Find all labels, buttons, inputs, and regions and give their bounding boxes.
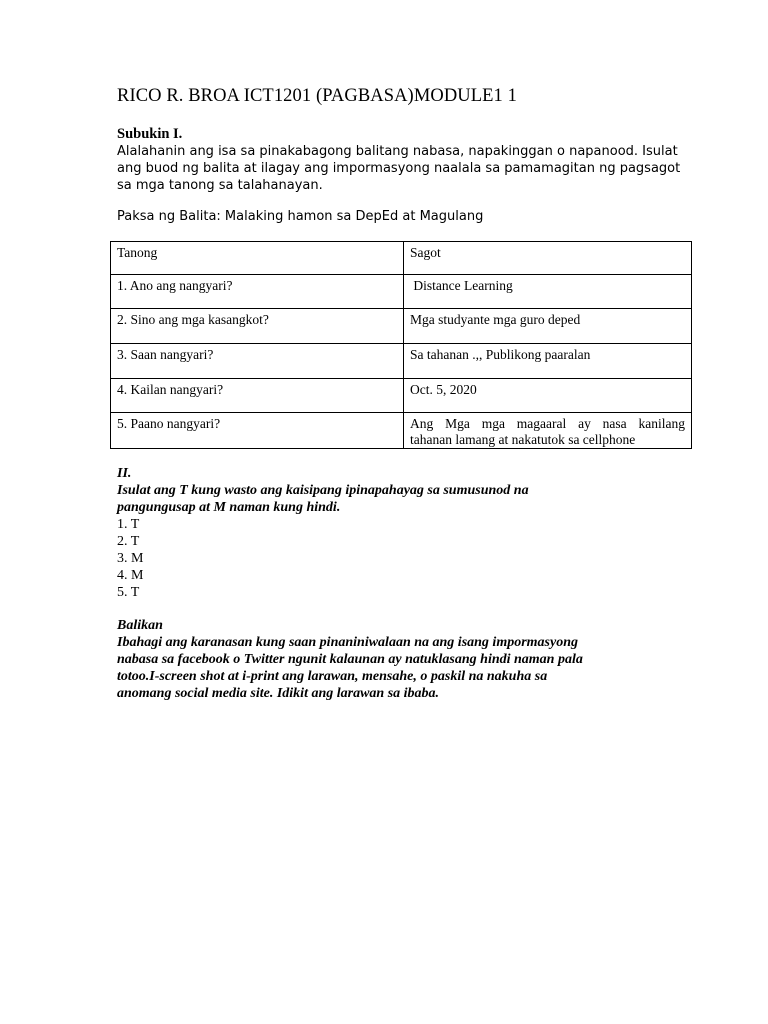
answer-item: 4. M [117,568,144,583]
document-title: RICO R. BROA ICT1201 (PAGBASA)MODULE1 1 [117,86,517,106]
question-cell: 1. Ano ang nangyari? [111,275,404,309]
answer-cell: Mga studyante mga guro deped [404,309,692,344]
answer-item: 5. T [117,585,140,600]
section-2-instruction: Isulat ang T kung wasto ang kaisipang ipinapahayag sa sumusunod na [117,483,529,498]
table-row [111,379,692,413]
section-2-heading: II. [117,466,132,481]
balikan-section [117,617,677,702]
answer-item: 3. M [117,551,144,566]
answer-line: Ang Mga mga magaaral ay nasa kanilang [410,416,685,431]
balikan-line: totoo.I-screen shot at i-print ang larawan, mensahe, o paskil na nakuha sa [117,669,548,684]
section-2 [117,465,657,601]
answer-cell: Sa tahanan .,, Publikong paaralan [404,344,692,379]
balikan-line: Ibahagi ang karanasan kung saan pinaniniwalaan na ang isang impormasyong [117,635,578,650]
table-row [111,275,692,309]
answer-item: 1. T [117,517,140,532]
question-cell: 4. Kailan nangyari? [111,379,404,413]
table-row [111,413,692,449]
tanong-sagot-table [110,241,692,449]
subukin-heading: Subukin I. [117,126,183,142]
instruction-line: Alalahanin ang isa sa pinakabagong balitang nabasa, napakinggan o napanood. Isulat [117,144,678,159]
table-row [111,344,692,379]
answer-cell: Oct. 5, 2020 [404,379,692,413]
table-header-row [111,242,692,275]
balikan-heading: Balikan [117,618,163,633]
question-cell: 3. Saan nangyari? [111,344,404,379]
instruction-line: sa mga tanong sa talahanayan. [117,178,323,193]
paksa-ng-balita: Paksa ng Balita: Malaking hamon sa DepEd at Magulang [117,209,484,224]
question-cell: 5. Paano nangyari? [111,413,404,449]
answer-item: 2. T [117,534,140,549]
balikan-line: anomang social media site. Idikit ang larawan sa ibaba. [117,686,440,701]
answer-line: tahanan lamang at nakatutok sa cellphone [410,432,636,447]
question-cell: 2. Sino ang mga kasangkot? [111,309,404,344]
instruction-line: ang buod ng balita at ilagay ang impormasyong naalala sa pamamagitan ng pagsagot [117,161,681,176]
column-header-sagot: Sagot [404,242,692,275]
balikan-line: nabasa sa facebook o Twitter ngunit kalaunan ay natuklasang hindi naman pala [117,652,583,667]
section-2-instruction: pangungusap at M naman kung hindi. [117,500,341,515]
answer-cell: Distance Learning [404,275,692,309]
column-header-tanong: Tanong [111,242,404,275]
answer-cell [404,413,692,449]
table-row [111,309,692,344]
subukin-instructions [117,143,681,194]
